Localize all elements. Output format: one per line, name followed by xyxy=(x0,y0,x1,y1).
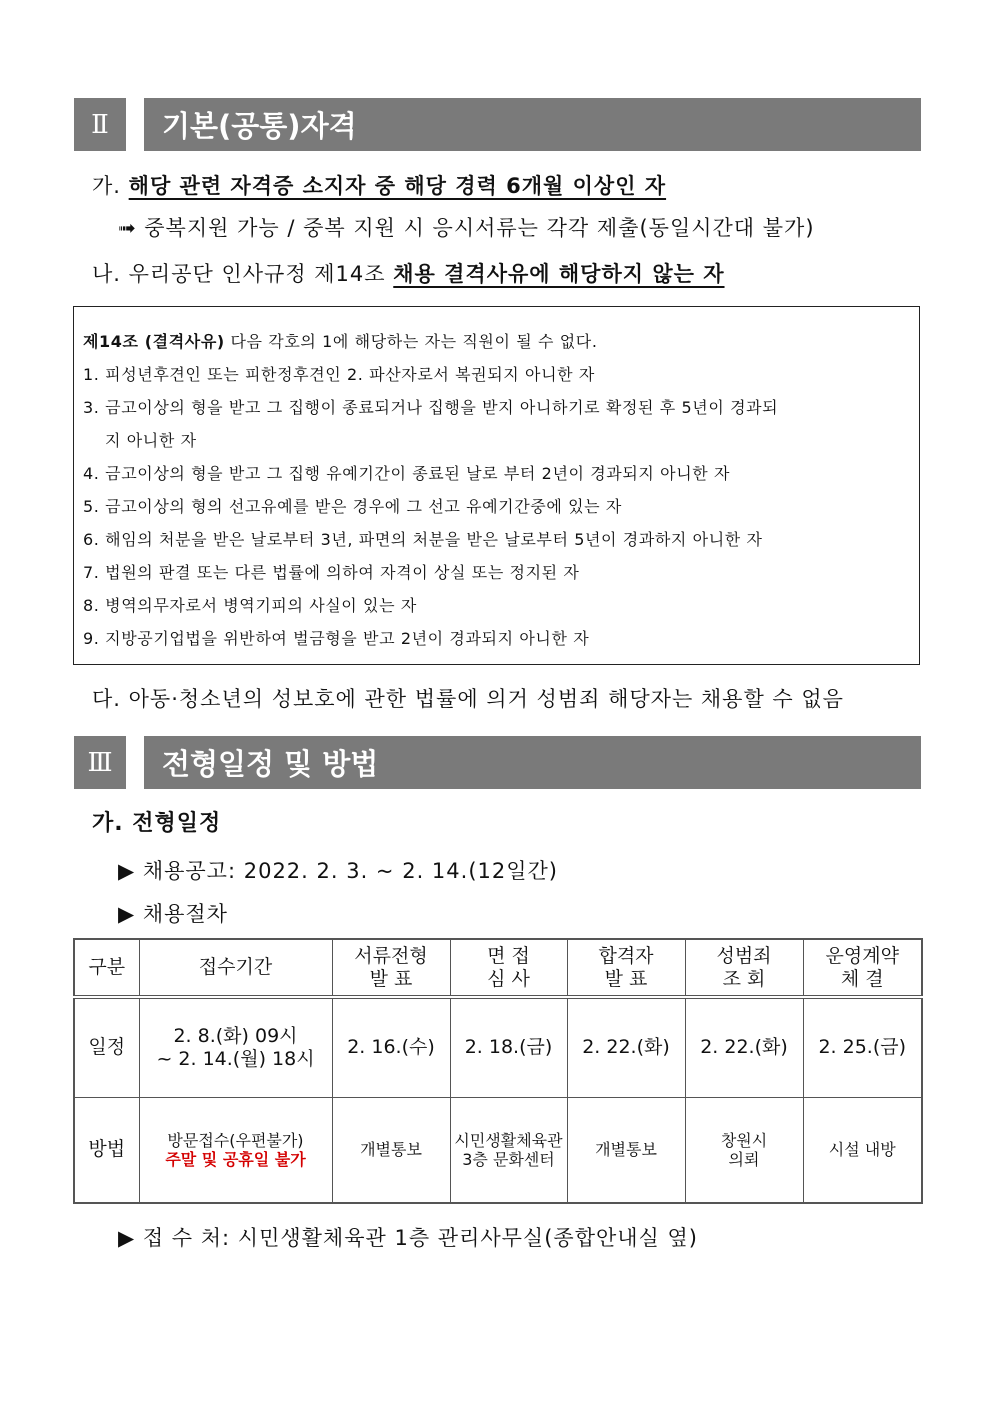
header-doc: 서류전형 발 표 xyxy=(332,939,450,997)
box-line: 4. 금고이상의 형을 받고 그 집행 유예기간이 종료된 날로 부터 2년이 경과되지 아니한 자 xyxy=(83,464,731,483)
article-intro: 다음 각호의 1에 해당하는 자는 직원이 될 수 없다. xyxy=(224,332,598,351)
cell-contract: 시설 내방 xyxy=(803,1097,922,1203)
header-pass: 합격자 발 표 xyxy=(567,939,685,997)
item-a-prefix: 가. xyxy=(92,174,121,198)
disqualification-box xyxy=(73,306,920,665)
table-row xyxy=(74,1097,922,1203)
bullet-procedure: ▶ 채용절차 xyxy=(118,902,228,926)
cell-period: 2. 8.(화) 09시 ~ 2. 14.(월) 18시 xyxy=(139,997,332,1097)
box-line: 5. 금고이상의 형의 선고유예를 받은 경우에 그 선고 유예기간중에 있는 자 xyxy=(83,497,622,516)
section-title: 기본(공통)자격 xyxy=(144,98,921,151)
schedule-table xyxy=(73,938,923,1204)
section-3-header xyxy=(74,736,921,789)
box-line: 8. 병역의무자로서 병역기피의 사실이 있는 자 xyxy=(83,596,417,615)
cell-pass: 2. 22.(화) xyxy=(567,997,685,1097)
cell-crime-check: 2. 22.(화) xyxy=(685,997,803,1097)
cell-interview: 2. 18.(금) xyxy=(450,997,567,1097)
cell-pass: 개별통보 xyxy=(567,1097,685,1203)
header-period: 접수기간 xyxy=(139,939,332,997)
bullet-reception: ▶ 접 수 처: 시민생활체육관 1층 관리사무실(종합안내실 옆) xyxy=(118,1226,698,1250)
cell-contract: 2. 25.(금) xyxy=(803,997,922,1097)
subsection-title: 가. 전형일정 xyxy=(92,811,222,836)
cell-doc: 2. 16.(수) xyxy=(332,997,450,1097)
cell-doc: 개별통보 xyxy=(332,1097,450,1203)
cell-period: 방문접수(우편불가) 주말 및 공휴일 불가 xyxy=(139,1097,332,1203)
box-line: 지 아니한 자 xyxy=(105,431,197,450)
section-2-header xyxy=(74,98,921,151)
item-b-prefix: 나. 우리공단 인사규정 제14조 xyxy=(92,262,386,286)
header-contract: 운영계약 체 결 xyxy=(803,939,922,997)
box-line: 6. 해임의 처분을 받은 날로부터 3년, 파면의 처분을 받은 날로부터 5년이 경과하지 아니한 자 xyxy=(83,530,763,549)
item-c: 다. 아동·청소년의 성보호에 관한 법률에 의거 성범죄 해당자는 채용할 수 없음 xyxy=(92,687,844,711)
table-header-row xyxy=(74,939,922,997)
header-crime-check: 성범죄 조 회 xyxy=(685,939,803,997)
header-interview: 면 접 심 사 xyxy=(450,939,567,997)
box-line: 3. 금고이상의 형을 받고 그 집행이 종료되거나 집행을 받지 아니하기로 확정된 후 5년이 경과되 xyxy=(83,398,779,417)
warning-text: 주말 및 공휴일 불가 xyxy=(165,1149,306,1169)
box-intro xyxy=(83,325,919,358)
article-title: 제14조 (결격사유) xyxy=(83,332,225,351)
item-a-note: ➟ 중복지원 가능 / 중복 지원 시 응시서류는 각각 제출(동일시간대 불가) xyxy=(118,216,815,240)
item-a xyxy=(92,170,666,200)
box-line: 7. 법원의 판결 또는 다른 법률에 의하여 자격이 상실 또는 정지된 자 xyxy=(83,563,580,582)
header-category: 구분 xyxy=(74,939,139,997)
item-b-text: 채용 결격사유에 해당하지 않는 자 xyxy=(393,262,725,286)
row-label: 일정 xyxy=(74,997,139,1097)
bullet-announcement: ▶ 채용공고: 2022. 2. 3. ~ 2. 14.(12일간) xyxy=(118,859,558,883)
section-number: Ⅱ xyxy=(74,98,126,151)
cell-crime-check: 창원시 의뢰 xyxy=(685,1097,803,1203)
cell-interview: 시민생활체육관 3층 문화센터 xyxy=(450,1097,567,1203)
item-a-text: 해당 관련 자격증 소지자 중 해당 경력 6개월 이상인 자 xyxy=(128,174,667,198)
section-number: Ⅲ xyxy=(74,736,126,789)
box-line: 1. 피성년후견인 또는 피한정후견인 2. 파산자로서 복권되지 아니한 자 xyxy=(83,365,595,384)
row-label: 방법 xyxy=(74,1097,139,1203)
table-row xyxy=(74,997,922,1097)
section-title: 전형일정 및 방법 xyxy=(144,736,921,789)
box-line: 9. 지방공기업법을 위반하여 벌금형을 받고 2년이 경과되지 아니한 자 xyxy=(83,629,590,648)
item-b xyxy=(92,258,725,288)
